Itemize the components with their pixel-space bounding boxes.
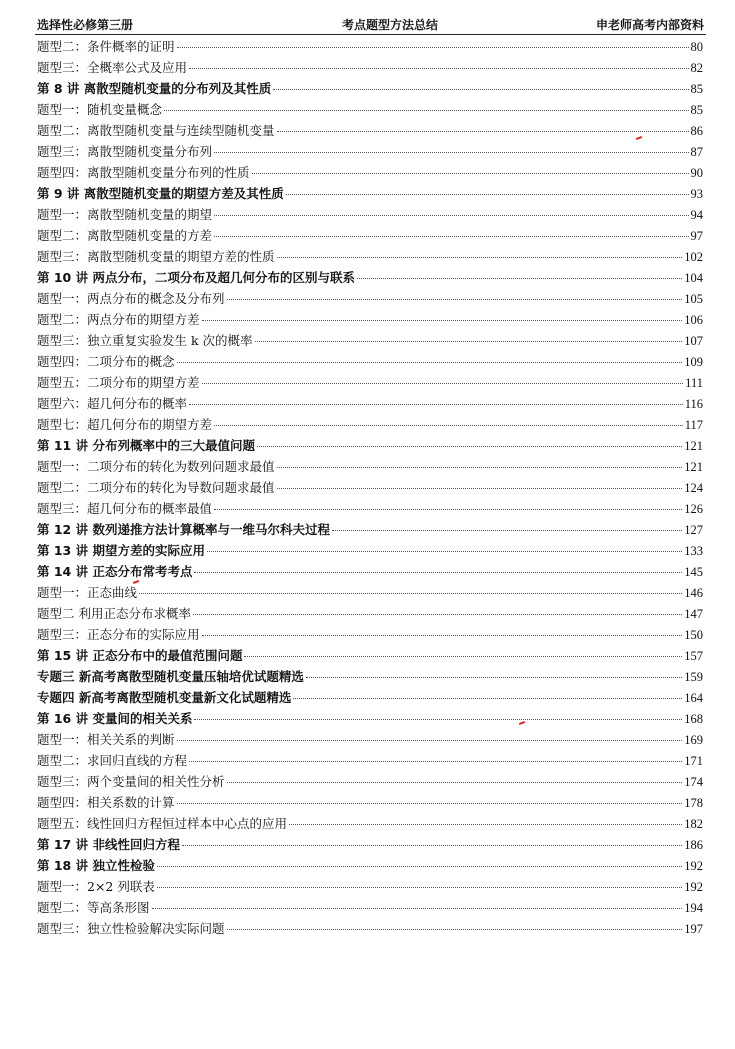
dot-leader	[177, 46, 689, 48]
entry-title: 第 17 讲 非线性回归方程	[37, 837, 180, 852]
dot-leader	[252, 172, 689, 174]
entry-page-number: 85	[690, 82, 703, 96]
toc-topic-entry[interactable]	[37, 498, 703, 519]
toc-lecture-entry[interactable]	[37, 540, 703, 561]
toc-topic-entry[interactable]	[37, 624, 703, 645]
entry-page-number: 127	[684, 523, 703, 537]
entry-page-number: 109	[684, 355, 703, 369]
toc-lecture-entry[interactable]	[37, 645, 703, 666]
toc-lecture-entry[interactable]	[37, 267, 703, 288]
entry-title: 题型一：离散型随机变量的期望	[37, 207, 213, 222]
entry-title: 题型六：超几何分布的概率	[37, 396, 188, 411]
book-title: 选择性必修第三册	[37, 18, 134, 32]
entry-title: 第 14 讲 正态分布常考考点	[37, 564, 193, 579]
entry-page-number: 171	[684, 754, 703, 768]
entry-title: 题型四：二项分布的概念	[37, 354, 175, 369]
entry-title: 题型七：超几何分布的期望方差	[37, 417, 213, 432]
toc-topic-entry[interactable]	[37, 813, 703, 834]
entry-page-number: 157	[684, 649, 703, 663]
entry-title: 题型一：相关关系的判断	[37, 732, 175, 747]
entry-title: 专题三 新高考离散型随机变量压轴培优试题精选	[37, 669, 304, 684]
entry-title: 第 10 讲 两点分布，二项分布及超几何分布的区别与联系	[37, 270, 355, 285]
toc-topic-entry[interactable]	[37, 330, 703, 351]
source-label: 申老师高考内部资料	[595, 18, 704, 32]
entry-title: 题型二：求回归直线的方程	[37, 753, 188, 768]
entry-title: 题型四：相关系数的计算	[37, 795, 175, 810]
entry-title: 题型二：离散型随机变量与连续型随机变量	[37, 123, 275, 138]
dot-leader	[157, 865, 682, 867]
entry-title: 题型二：两点分布的期望方差	[37, 312, 200, 327]
toc-topic-entry[interactable]	[37, 225, 703, 246]
entry-page-number: 105	[684, 292, 703, 306]
toc-topic-entry[interactable]	[37, 750, 703, 771]
dot-leader	[357, 277, 682, 279]
entry-page-number: 87	[690, 145, 703, 159]
toc-lecture-entry[interactable]	[37, 435, 703, 456]
toc-topic-entry[interactable]	[37, 603, 703, 624]
entry-title: 题型一：2×2 列联表	[37, 879, 155, 894]
entry-page-number: 90	[690, 166, 703, 180]
entry-title: 题型二 利用正态分布求概率	[37, 606, 191, 621]
dot-leader	[193, 613, 682, 615]
entry-title: 题型二：条件概率的证明	[37, 39, 175, 54]
dot-leader	[202, 382, 684, 384]
entry-page-number: 192	[684, 859, 703, 873]
entry-page-number: 102	[684, 250, 703, 264]
entry-page-number: 168	[684, 712, 703, 726]
entry-title: 题型五：线性回归方程恒过样本中心点的应用	[37, 816, 288, 831]
entry-title: 题型一：随机变量概念	[37, 102, 163, 117]
toc-topic-entry[interactable]	[37, 204, 703, 225]
dot-leader	[277, 487, 683, 489]
entry-page-number: 178	[684, 796, 703, 810]
dot-leader	[177, 802, 683, 804]
dot-leader	[286, 193, 689, 195]
entry-title: 第 9 讲 离散型随机变量的期望方差及其性质	[37, 186, 284, 201]
entry-title: 题型三：独立重复实验发生 k 次的概率	[37, 333, 253, 348]
toc-topic-entry[interactable]	[37, 771, 703, 792]
page-header	[37, 16, 704, 34]
toc-lecture-entry[interactable]	[37, 183, 703, 204]
entry-page-number: 164	[684, 691, 703, 705]
entry-page-number: 147	[684, 607, 703, 621]
toc-topic-entry[interactable]	[37, 477, 703, 498]
dot-leader	[164, 109, 688, 111]
toc-lecture-entry[interactable]	[37, 78, 703, 99]
toc-topic-entry[interactable]	[37, 141, 703, 162]
dot-leader	[189, 760, 682, 762]
dot-leader	[293, 697, 682, 699]
dot-leader	[244, 655, 682, 657]
entry-page-number: 82	[690, 61, 703, 75]
toc-topic-entry[interactable]	[37, 36, 703, 57]
dot-leader	[214, 151, 688, 153]
dot-leader	[194, 718, 682, 720]
document-title: 考点题型方法总结	[342, 18, 439, 32]
entry-page-number: 174	[684, 775, 703, 789]
table-of-contents	[37, 36, 703, 939]
entry-title: 题型二：等高条形图	[37, 900, 150, 915]
entry-page-number: 159	[684, 670, 703, 684]
entry-page-number: 80	[690, 40, 703, 54]
entry-page-number: 133	[684, 544, 703, 558]
dot-leader	[255, 340, 683, 342]
dot-leader	[214, 214, 688, 216]
entry-page-number: 117	[684, 418, 703, 432]
entry-page-number: 124	[684, 481, 703, 495]
toc-topic-entry[interactable]	[37, 918, 703, 939]
toc-lecture-entry[interactable]	[37, 561, 703, 582]
toc-lecture-entry[interactable]	[37, 834, 703, 855]
dot-leader	[273, 88, 688, 90]
entry-title: 第 12 讲 数列递推方法计算概率与一维马尔科夫过程	[37, 522, 330, 537]
toc-lecture-entry[interactable]	[37, 855, 703, 876]
toc-topic-entry[interactable]	[37, 729, 703, 750]
dot-leader	[227, 298, 683, 300]
entry-title: 题型二：二项分布的转化为导数问题求最值	[37, 480, 275, 495]
toc-lecture-entry[interactable]	[37, 687, 703, 708]
toc-topic-entry[interactable]	[37, 897, 703, 918]
dot-leader	[214, 424, 683, 426]
dot-leader	[177, 361, 683, 363]
entry-page-number: 107	[684, 334, 703, 348]
toc-topic-entry[interactable]	[37, 414, 703, 435]
entry-title: 题型一：两点分布的概念及分布列	[37, 291, 225, 306]
entry-page-number: 93	[690, 187, 703, 201]
entry-title: 第 13 讲 期望方差的实际应用	[37, 543, 205, 558]
entry-title: 第 11 讲 分布列概率中的三大最值问题	[37, 438, 255, 453]
entry-page-number: 126	[684, 502, 703, 516]
entry-page-number: 86	[690, 124, 703, 138]
entry-page-number: 94	[690, 208, 703, 222]
entry-title: 题型三：全概率公式及应用	[37, 60, 188, 75]
entry-page-number: 104	[684, 271, 703, 285]
toc-topic-entry[interactable]	[37, 120, 703, 141]
dot-leader	[227, 781, 683, 783]
dot-leader	[189, 67, 688, 69]
entry-title: 第 16 讲 变量间的相关关系	[37, 711, 193, 726]
toc-lecture-entry[interactable]	[37, 519, 703, 540]
toc-topic-entry[interactable]	[37, 99, 703, 120]
dot-leader	[177, 739, 683, 741]
dot-leader	[289, 823, 682, 825]
entry-page-number: 116	[684, 397, 703, 411]
entry-title: 第 8 讲 离散型随机变量的分布列及其性质	[37, 81, 272, 96]
dot-leader	[152, 907, 683, 909]
entry-title: 题型三：离散型随机变量分布列	[37, 144, 213, 159]
entry-page-number: 111	[685, 376, 703, 390]
entry-title: 题型三：离散型随机变量的期望方差的性质	[37, 249, 275, 264]
dot-leader	[306, 676, 682, 678]
entry-page-number: 85	[690, 103, 703, 117]
entry-title: 第 18 讲 独立性检验	[37, 858, 155, 873]
entry-title: 题型五：二项分布的期望方差	[37, 375, 200, 390]
entry-page-number: 106	[684, 313, 703, 327]
toc-topic-entry[interactable]	[37, 57, 703, 78]
entry-page-number: 145	[684, 565, 703, 579]
toc-topic-entry[interactable]	[37, 582, 703, 603]
entry-title: 第 15 讲 正态分布中的最值范围问题	[37, 648, 243, 663]
dot-leader	[139, 592, 682, 594]
entry-title: 专题四 新高考离散型随机变量新文化试题精选	[37, 690, 292, 705]
toc-lecture-entry[interactable]	[37, 708, 703, 729]
dot-leader	[214, 508, 682, 510]
toc-lecture-entry[interactable]	[37, 666, 703, 687]
entry-page-number: 146	[684, 586, 703, 600]
entry-title: 题型三：两个变量间的相关性分析	[37, 774, 225, 789]
entry-title: 题型三：正态分布的实际应用	[37, 627, 200, 642]
toc-topic-entry[interactable]	[37, 792, 703, 813]
dot-leader	[207, 550, 682, 552]
entry-title: 题型二：离散型随机变量的方差	[37, 228, 213, 243]
entry-title: 题型三：超几何分布的概率最值	[37, 501, 213, 516]
entry-page-number: 194	[684, 901, 703, 915]
entry-title: 题型一：二项分布的转化为数列问题求最值	[37, 459, 275, 474]
entry-page-number: 192	[684, 880, 703, 894]
dot-leader	[277, 256, 683, 258]
entry-page-number: 197	[684, 922, 703, 936]
entry-page-number: 121	[684, 460, 703, 474]
dot-leader	[202, 319, 683, 321]
dot-leader	[277, 466, 683, 468]
toc-topic-entry[interactable]	[37, 309, 703, 330]
dot-leader	[332, 529, 682, 531]
toc-topic-entry[interactable]	[37, 876, 703, 897]
entry-page-number: 150	[684, 628, 703, 642]
entry-page-number: 186	[684, 838, 703, 852]
toc-topic-entry[interactable]	[37, 456, 703, 477]
header-rule	[35, 34, 706, 35]
dot-leader	[182, 844, 682, 846]
dot-leader	[194, 571, 682, 573]
dot-leader	[214, 235, 688, 237]
dot-leader	[189, 403, 683, 405]
entry-title: 题型一：正态曲线	[37, 585, 138, 600]
entry-page-number: 97	[690, 229, 703, 243]
entry-title: 题型三：独立性检验解决实际问题	[37, 921, 225, 936]
entry-page-number: 121	[684, 439, 703, 453]
toc-topic-entry[interactable]	[37, 288, 703, 309]
entry-page-number: 182	[684, 817, 703, 831]
toc-topic-entry[interactable]	[37, 162, 703, 183]
dot-leader	[257, 445, 682, 447]
toc-topic-entry[interactable]	[37, 372, 703, 393]
toc-topic-entry[interactable]	[37, 351, 703, 372]
entry-title: 题型四：离散型随机变量分布列的性质	[37, 165, 250, 180]
entry-page-number: 169	[684, 733, 703, 747]
toc-topic-entry[interactable]	[37, 393, 703, 414]
dot-leader	[277, 130, 689, 132]
dot-leader	[157, 886, 682, 888]
dot-leader	[202, 634, 683, 636]
toc-topic-entry[interactable]	[37, 246, 703, 267]
dot-leader	[227, 928, 683, 930]
